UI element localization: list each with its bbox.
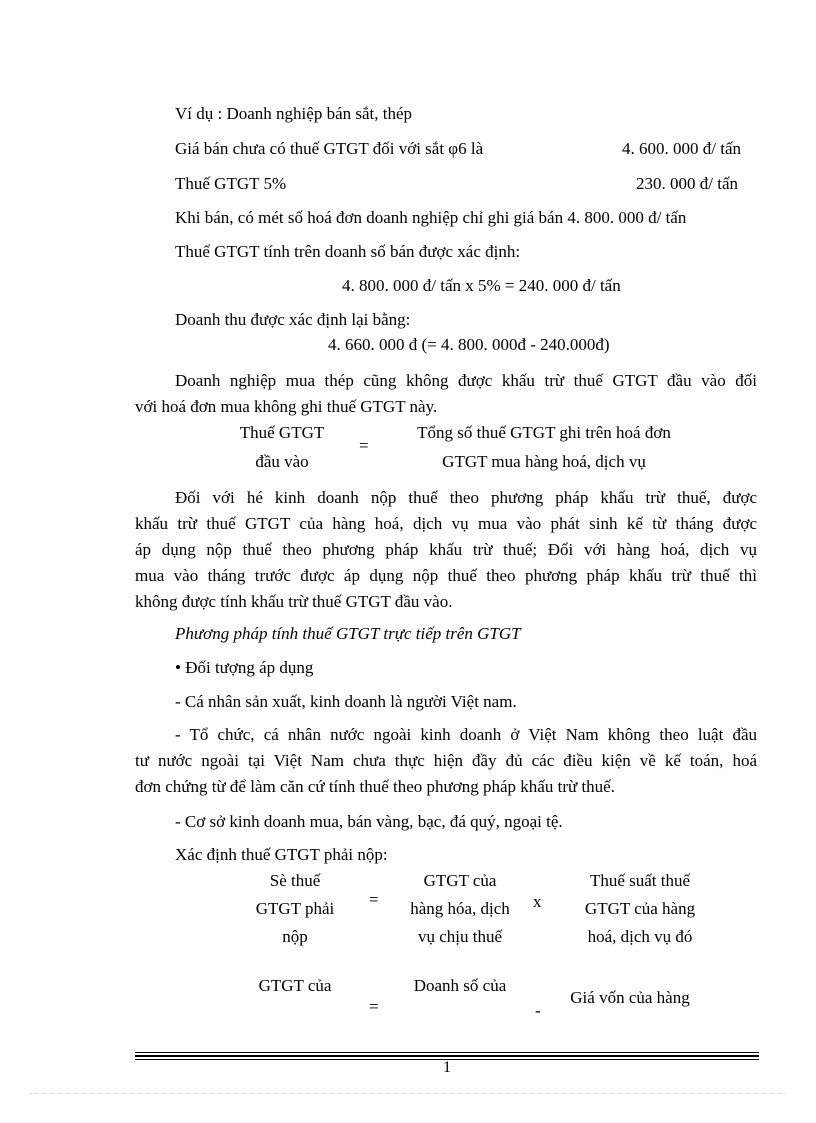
paragraph-input-vat	[135, 368, 757, 420]
vat-label: Thuế GTGT 5%	[175, 174, 287, 193]
vat-value: 230. 000 đ/ tấn	[636, 174, 738, 193]
text-line: khấu trừ thuế GTGT của hàng hoá, dịch vụ mua vào phát sinh kể từ tháng được	[135, 514, 757, 533]
revenue-formula: 4. 660. 000 đ (= 4. 800. 000đ - 240.000đ)	[328, 335, 610, 354]
list-item-paragraph	[135, 722, 757, 800]
text-line: Doanh nghiệp mua thép cũng không được khấu trừ thuế GTGT đầu vào đối	[175, 371, 757, 390]
text-line: không được tính khấu trừ thuế GTGT đầu vào.	[135, 592, 453, 611]
formula2-col1-line2: GTGT phải	[255, 899, 335, 918]
text-line: áp dụng nộp thuế theo phương pháp khấu trừ thuế; Đối với hàng hoá, dịch vụ	[135, 540, 757, 559]
formula2-col3-line2: GTGT của hàng	[584, 899, 696, 918]
formula2-col2-line2: hàng hóa, dịch	[410, 899, 510, 918]
determine-label: Xác định thuế GTGT phải nộp:	[175, 845, 388, 864]
vat-calc-label: Thuế GTGT tính trên doanh số bán được xác định:	[175, 242, 521, 261]
text-line: Đối với hé kinh doanh nộp thuế theo phương pháp khấu trừ thuế, được	[175, 488, 757, 507]
formula3-minus: -	[535, 1001, 541, 1020]
formula1-right-line1: Tổng số thuế GTGT ghi trên hoá đơn	[417, 423, 671, 442]
bullet-label: Đối tượng áp dụng	[185, 658, 314, 677]
formula2-times: x	[533, 892, 542, 911]
text-line: - Tổ chức, cá nhân nước ngoài kinh doanh ở Việt Nam không theo luật đầu	[175, 725, 757, 744]
formula3-col2: Doanh số của	[413, 976, 507, 995]
page-number: 1	[443, 1059, 451, 1076]
formula3-equals: =	[369, 997, 379, 1016]
price-label: Giá bán chưa có thuế GTGT đối với sắt φ6 là	[175, 139, 484, 158]
text-line: tư nước ngoài tại Việt Nam chưa thực hiện đầy đủ các điều kiện về kế toán, hoá	[135, 751, 757, 770]
formula3-col3: Giá vốn của hàng	[570, 988, 690, 1007]
paragraph-deduction	[135, 485, 757, 615]
formula2-col2-line3: vụ chịu thuế	[417, 927, 503, 946]
formula1-left-line1: Thuế GTGT	[239, 423, 325, 442]
bullet-item	[175, 658, 313, 678]
revenue-label: Doanh thu được xác định lại bằng:	[175, 310, 411, 329]
formula1-right-line2: GTGT mua hàng hoá, dịch vụ	[442, 452, 646, 471]
list-item: - Cá nhân sản xuất, kinh doanh là người Việt nam.	[175, 692, 517, 711]
invoice-note: Khi bán, có mét số hoá đơn doanh nghiệp chỉ ghi giá bán 4. 800. 000 đ/ tấn	[175, 208, 687, 227]
footer-rule	[135, 1055, 759, 1057]
formula1-equals: =	[359, 436, 369, 455]
section-heading: Phương pháp tính thuế GTGT trực tiếp trên GTGT	[175, 624, 521, 643]
formula2-col1-line3: nộp	[282, 927, 308, 946]
text-line: đơn chứng từ để làm căn cứ tính thuế theo phương pháp khấu trừ thuế.	[135, 777, 615, 796]
formula1-left-line2: đầu vào	[255, 452, 309, 471]
price-value: 4. 600. 000 đ/ tấn	[622, 139, 741, 158]
bullet-icon: •	[175, 658, 181, 677]
formula2-equals: =	[369, 890, 379, 909]
formula2-col3-line1: Thuế suất thuế	[589, 871, 691, 890]
footer-rule	[135, 1052, 759, 1053]
formula2-col2-line1: GTGT của	[423, 871, 497, 890]
formula3-col1: GTGT của	[258, 976, 332, 995]
formula2-col1-line1: Sè thuế	[269, 871, 321, 890]
example-title: Ví dụ : Doanh nghiệp bán sắt, thép	[175, 104, 413, 123]
vat-calc-formula: 4. 800. 000 đ/ tấn x 5% = 240. 000 đ/ tấn	[342, 276, 621, 295]
text-line: với hoá đơn mua không ghi thuế GTGT này.	[135, 397, 438, 416]
text-line: mua vào tháng trước được áp dụng nộp thuế theo phương pháp khấu trừ thuế thì	[135, 566, 757, 585]
formula2-col3-line3: hoá, dịch vụ đó	[587, 927, 693, 946]
list-item: - Cơ sở kinh doanh mua, bán vàng, bạc, đá quý, ngoại tệ.	[175, 812, 563, 831]
page-bottom-border	[30, 1093, 786, 1094]
